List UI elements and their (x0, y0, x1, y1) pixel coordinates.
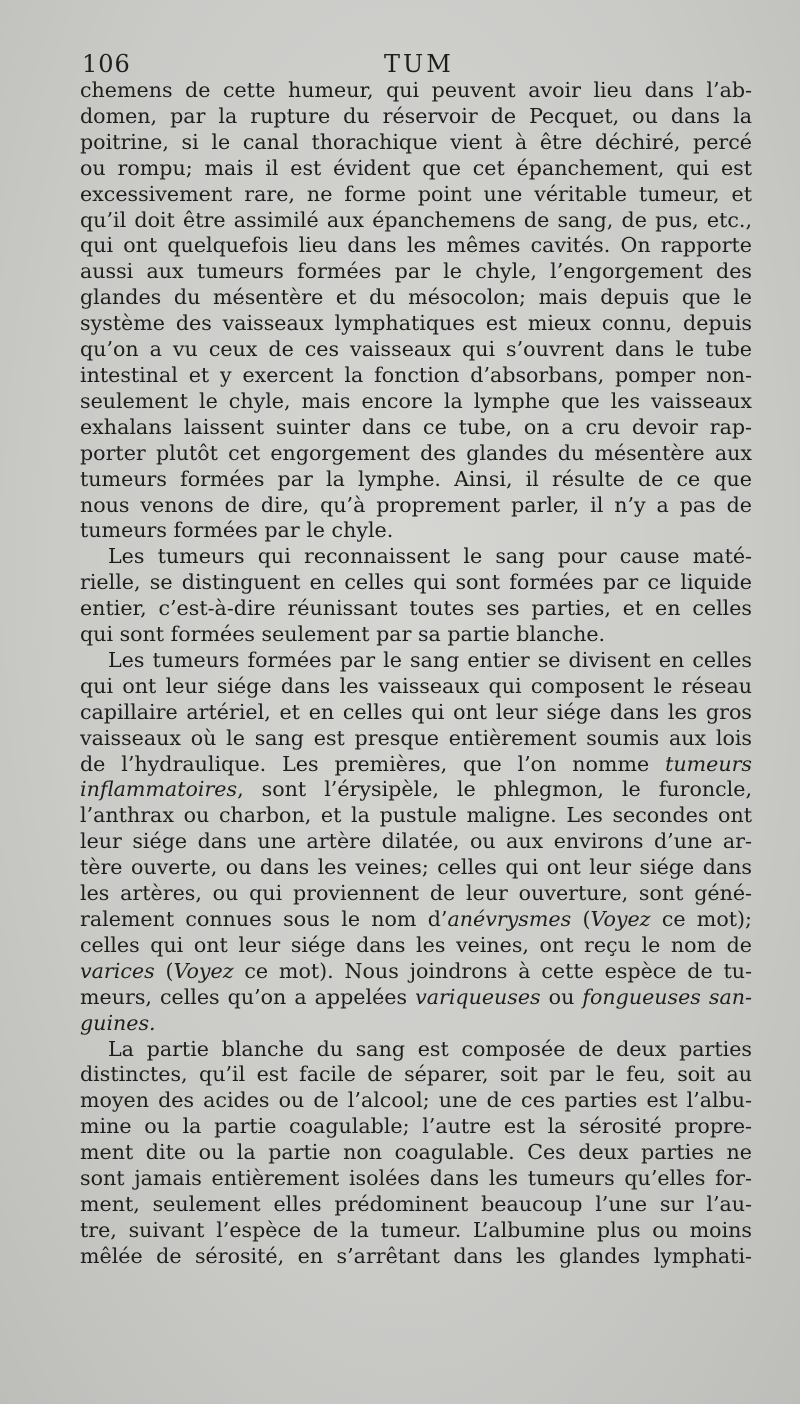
text-line (80, 933, 752, 959)
italic-text: tumeurs (665, 751, 752, 776)
text-line (80, 78, 752, 104)
text-run: système des vaisseaux lymphatiques est mieux connu, depuis (80, 311, 752, 336)
italic-text: anévrysmes (447, 907, 572, 931)
text-run: capillaire artériel, et en celles qui ont leur siége dans les gros (80, 699, 752, 724)
text-line (80, 467, 752, 493)
italic-text: Voyez (173, 958, 234, 983)
text-run: rielle, se distinguent en celles qui sont formées par ce liquide (80, 570, 752, 595)
text-run: ce mot); (650, 907, 752, 931)
text-run: ( (154, 958, 174, 983)
text-line (80, 156, 752, 182)
text-run: porter plutôt cet engorgement des glandes du mésentère aux (80, 440, 752, 465)
text-run: mine ou la partie coagulable; l’autre est la sérosité propre- (80, 1114, 752, 1139)
text-line (80, 985, 752, 1011)
text-run: vaisseaux où le sang est presque entièrement soumis aux lois (80, 725, 752, 750)
text-line (80, 700, 752, 726)
text-run: qui sont formées seulement par sa partie blanche. (80, 622, 606, 647)
page-number: 106 (82, 50, 131, 78)
text-run: leur siége dans une artère dilatée, ou aux environs d’une ar- (80, 829, 752, 854)
text-run: tère ouverte, ou dans les veines; celles qui ont leur siége dans (80, 855, 752, 880)
text-line (80, 1166, 752, 1192)
running-head: TUM (384, 50, 454, 78)
text-line (80, 544, 752, 570)
text-run: excessivement rare, ne forme point une véritable tumeur, et (80, 181, 752, 206)
text-run: tumeurs formées par le chyle. (80, 518, 394, 543)
text-line (80, 1011, 752, 1037)
text-line (80, 1088, 752, 1114)
text-run: mêlée de sérosité, en s’arrêtant dans les glandes lymphati- (80, 1243, 752, 1268)
text-line (80, 726, 752, 752)
text-run: ment, seulement elles prédominent beaucoup l’une sur l’au- (80, 1191, 752, 1216)
paragraph (80, 648, 752, 1037)
text-line (80, 493, 752, 519)
text-run: nous venons de dire, qu’à proprement parler, il n’y a pas de (80, 492, 752, 517)
text-line (80, 311, 752, 337)
paragraph (80, 1037, 752, 1270)
text-run: aussi aux tumeurs formées par le chyle, l’engorgement des (80, 259, 752, 284)
text-line (80, 570, 752, 596)
text-line (80, 881, 752, 907)
text-run: celles qui ont leur siége dans les veines, ont reçu le nom de (80, 932, 752, 957)
text-line (80, 285, 752, 311)
text-run: La partie blanche du sang est composée de deux parties (108, 1036, 752, 1061)
text-run: ou rompu; mais il est évident que cet épanchement, qui est (80, 155, 752, 180)
text-line (80, 104, 752, 130)
text-run: qu’on a vu ceux de ces vaisseaux qui s’ouvrent dans le tube (80, 337, 752, 362)
text-run: qui ont leur siége dans les vaisseaux qui composent le réseau (80, 673, 752, 698)
italic-text: guines. (80, 1010, 156, 1035)
text-run: entier, c’est-à-dire réunissant toutes ses parties, et en celles (80, 596, 752, 621)
text-run: distinctes, qu’il est facile de séparer, soit par le feu, soit au (80, 1062, 752, 1087)
text-run: de l’hydraulique. Les premières, que l’on nomme (80, 751, 666, 776)
text-line (80, 389, 752, 415)
text-run: ou (540, 984, 583, 1009)
text-line (80, 803, 752, 829)
text-run: intestinal et y exercent la fonction d’absorbans, pomper non- (80, 362, 752, 387)
text-line (80, 855, 752, 881)
text-line (80, 518, 752, 544)
text-run: moyen des acides ou de l’alcool; une de ces parties est l’albu- (80, 1088, 752, 1113)
text-run: exhalans laissent suinter dans ce tube, on a cru devoir rap- (80, 414, 752, 439)
italic-text: variqueuses (415, 984, 541, 1009)
body-text (80, 78, 752, 1270)
text-line (80, 622, 752, 648)
text-line (80, 337, 752, 363)
text-run: glandes du mésentère et du mésocolon; mais depuis que le (80, 285, 752, 310)
text-line (80, 208, 752, 234)
text-run: sont jamais entièrement isolées dans les tumeurs qu’elles for- (80, 1166, 752, 1191)
text-line (80, 1140, 752, 1166)
paragraph (80, 78, 752, 544)
text-run: seulement le chyle, mais encore la lymphe que les vaisseaux (80, 388, 752, 413)
text-line (80, 959, 752, 985)
paragraph (80, 544, 752, 648)
text-line (80, 363, 752, 389)
italic-text: inflammatoires (80, 777, 238, 802)
text-line (80, 182, 752, 208)
text-run: l’anthrax ou charbon, et la pustule maligne. Les secondes ont (80, 803, 752, 828)
text-run: poitrine, si le canal thorachique vient à être déchiré, percé (80, 129, 752, 154)
text-run: ce mot). Nous joindrons à cette espèce de tu- (233, 958, 752, 983)
italic-text: fongueuses san- (582, 984, 752, 1009)
text-line (80, 259, 752, 285)
italic-text: Voyez (590, 907, 651, 931)
text-run: ( (571, 907, 591, 931)
text-line (80, 1192, 752, 1218)
text-run: ment dite ou la partie non coagulable. Ces deux parties ne (80, 1140, 752, 1165)
text-line (80, 1244, 752, 1270)
text-run: les artères, ou qui proviennent de leur ouverture, sont géné- (80, 881, 752, 906)
text-run: Les tumeurs qui reconnaissent le sang pour cause maté- (108, 544, 752, 569)
text-line (80, 648, 752, 674)
text-run: , sont l’érysipèle, le phlegmon, le furoncle, (237, 777, 752, 802)
text-line (80, 596, 752, 622)
italic-text: varices (80, 958, 155, 983)
text-line (80, 130, 752, 156)
text-line (80, 1062, 752, 1088)
text-line (80, 752, 752, 778)
text-run: chemens de cette humeur, qui peuvent avoir lieu dans l’ab- (80, 78, 752, 102)
text-run: domen, par la rupture du réservoir de Pecquet, ou dans la (80, 103, 752, 128)
text-line (80, 1114, 752, 1140)
text-line (80, 674, 752, 700)
text-run: qui ont quelquefois lieu dans les mêmes cavités. On rapporte (80, 233, 752, 258)
text-run: tre, suivant l’espèce de la tumeur. L’albumine plus ou moins (80, 1217, 752, 1242)
text-line (80, 777, 752, 803)
text-line (80, 907, 752, 933)
text-line (80, 441, 752, 467)
text-line (80, 829, 752, 855)
text-line (80, 1218, 752, 1244)
text-line (80, 233, 752, 259)
text-run: ralement connues sous le nom d’ (80, 907, 448, 931)
text-line (80, 1037, 752, 1063)
text-line (80, 415, 752, 441)
text-run: tumeurs formées par la lymphe. Ainsi, il résulte de ce que (80, 466, 752, 491)
text-run: Les tumeurs formées par le sang entier se divisent en celles (108, 647, 752, 672)
text-run: qu’il doit être assimilé aux épanchemens de sang, de pus, etc., (80, 207, 752, 232)
page-header (82, 50, 748, 80)
text-run: meurs, celles qu’on a appelées (80, 984, 416, 1009)
